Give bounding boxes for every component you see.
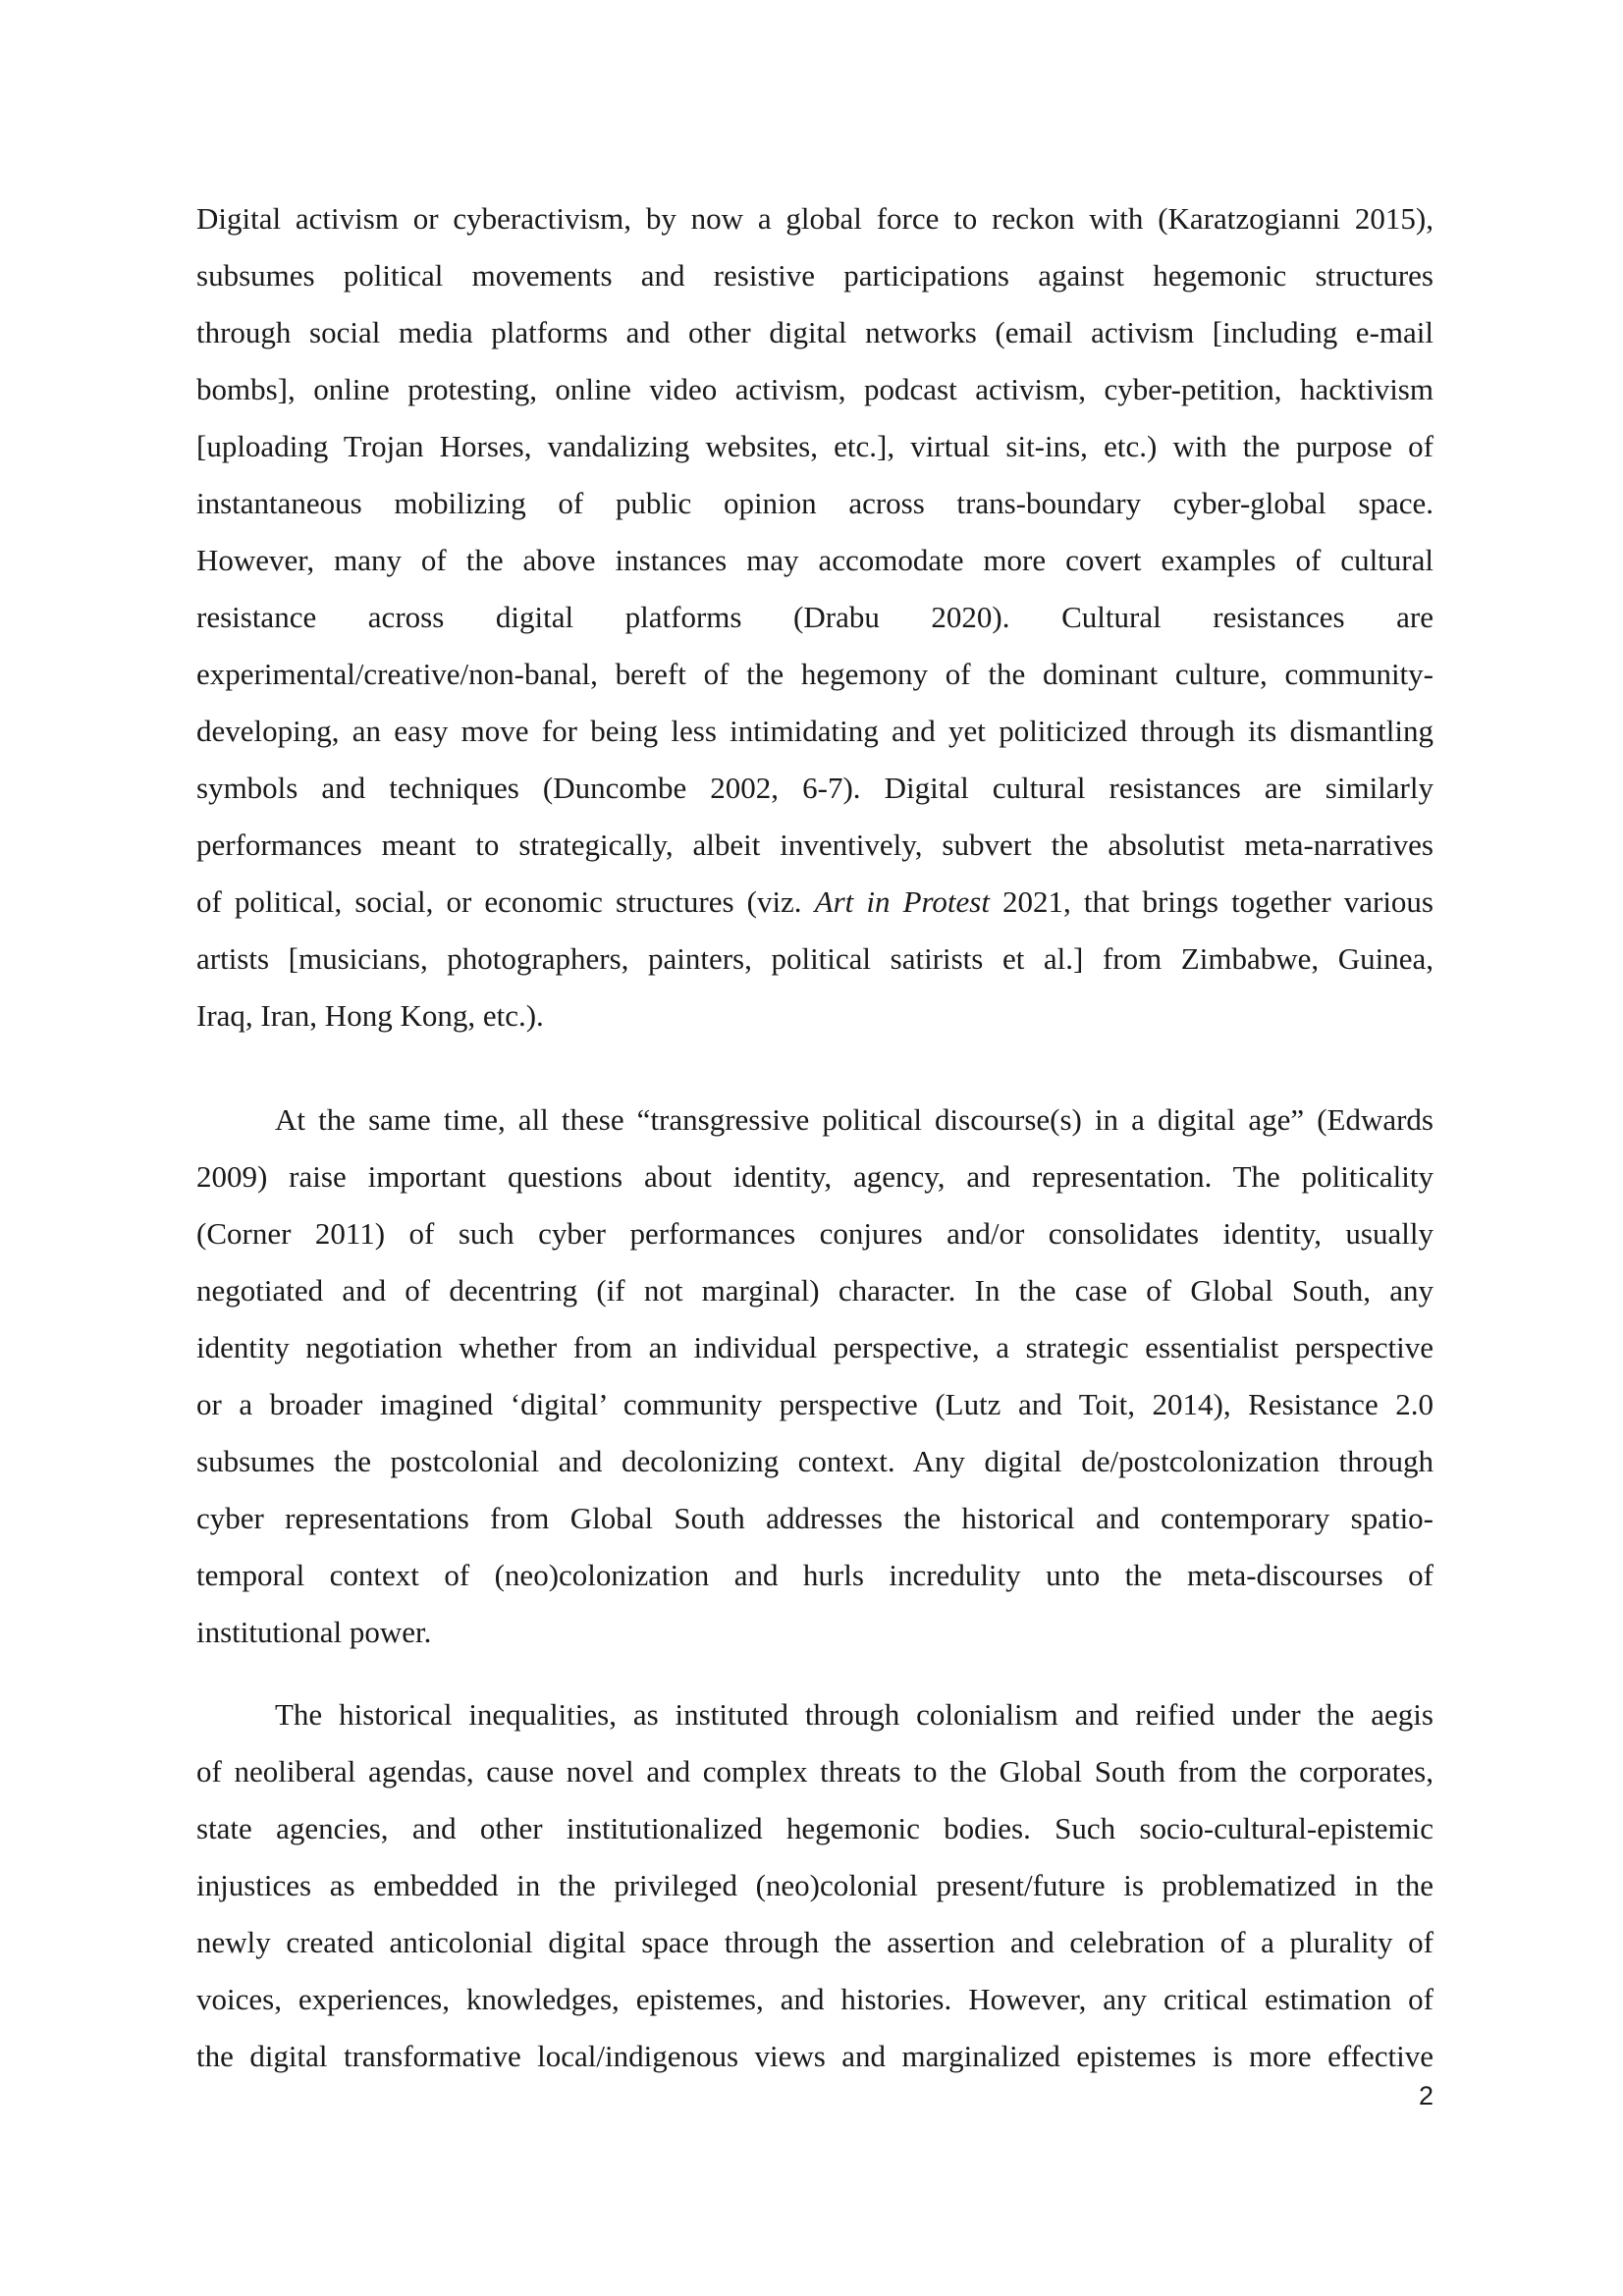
paragraph-gap [196, 1044, 1434, 1092]
paragraph [196, 1092, 1434, 1661]
text-line: bombs], online protesting, online video activism, podcast activism, cyber-petition, hacktivism [196, 372, 1434, 406]
text-line: subsumes political movements and resistive participations against hegemonic structures [196, 258, 1434, 293]
text-line: artists [musicians, photographers, painters, political satirists et al.] from Zimbabwe, Guinea, [196, 941, 1434, 976]
text-line: identity negotiation whether from an individual perspective, a strategic essentialist perspective [196, 1330, 1434, 1364]
text-line: temporal context of (neo)colonization and hurls incredulity unto the meta-discourses of [196, 1558, 1434, 1592]
text-line: Digital activism or cyberactivism, by now a global force to reckon with (Karatzogianni 2015), [196, 201, 1434, 236]
text-line: voices, experiences, knowledges, epistemes, and histories. However, any critical estimation of [196, 1982, 1434, 2016]
text-line: Iraq, Iran, Hong Kong, etc.). [196, 998, 544, 1033]
text-line: newly created anticolonial digital space through the assertion and celebration of a plurality of [196, 1925, 1434, 1959]
text-line: negotiated and of decentring (if not marginal) character. In the case of Global South, any [196, 1273, 1434, 1308]
paragraph [196, 1686, 1434, 2085]
text-line: instantaneous mobilizing of public opinion across trans-boundary cyber-global space. [196, 486, 1434, 520]
text-line: or a broader imagined ‘digital’ community perspective (Lutz and Toit, 2014), Resistance 2.0 [196, 1387, 1434, 1421]
text-line: injustices as embedded in the privileged (neo)colonial present/future is problematized in the [196, 1868, 1434, 1902]
text-line: (Corner 2011) of such cyber performances conjures and/or consolidates identity, usually [196, 1216, 1434, 1251]
text-line: However, many of the above instances may accomodate more covert examples of cultural [196, 543, 1434, 577]
text-line: institutional power. [196, 1615, 432, 1649]
text-line: developing, an easy move for being less intimidating and yet politicized through its dismantling [196, 714, 1434, 748]
page-number: 2 [1418, 2081, 1434, 2110]
text-line: of political, social, or economic structures (viz. Art in Protest 2021, that brings together various [196, 884, 1434, 919]
text-line: The historical inequalities, as instituted through colonialism and reified under the aegis [275, 1697, 1434, 1732]
text-line: subsumes the postcolonial and decolonizing context. Any digital de/postcolonization through [196, 1444, 1434, 1478]
paragraph-gap [196, 1661, 1434, 1686]
text-line: state agencies, and other institutionalized hegemonic bodies. Such socio-cultural-epistemic [196, 1811, 1434, 1845]
text-line: through social media platforms and other digital networks (email activism [including e-mail [196, 315, 1434, 349]
text-line: resistance across digital platforms (Drabu 2020). Cultural resistances are [196, 600, 1434, 634]
text-line: the digital transformative local/indigenous views and marginalized epistemes is more effective [196, 2039, 1434, 2073]
text-line: cyber representations from Global South addresses the historical and contemporary spatio- [196, 1501, 1434, 1535]
text-line: performances meant to strategically, albeit inventively, subvert the absolutist meta-narratives [196, 828, 1434, 862]
text-line: 2009) raise important questions about identity, agency, and representation. The politicality [196, 1159, 1434, 1194]
text-line: experimental/creative/non-banal, bereft of the hegemony of the dominant culture, community- [196, 657, 1434, 691]
text-line: [uploading Trojan Horses, vandalizing websites, etc.], virtual sit-ins, etc.) with the purpose of [196, 429, 1434, 463]
text-line: symbols and techniques (Duncombe 2002, 6-7). Digital cultural resistances are similarly [196, 771, 1434, 805]
italic-title: Art in Protest [814, 884, 990, 919]
text-line: At the same time, all these “transgressive political discourse(s) in a digital age” (Edwards [275, 1102, 1434, 1137]
paragraph [196, 190, 1434, 1044]
text-line: of neoliberal agendas, cause novel and complex threats to the Global South from the corporates, [196, 1754, 1434, 1789]
document-body [196, 190, 1434, 2085]
